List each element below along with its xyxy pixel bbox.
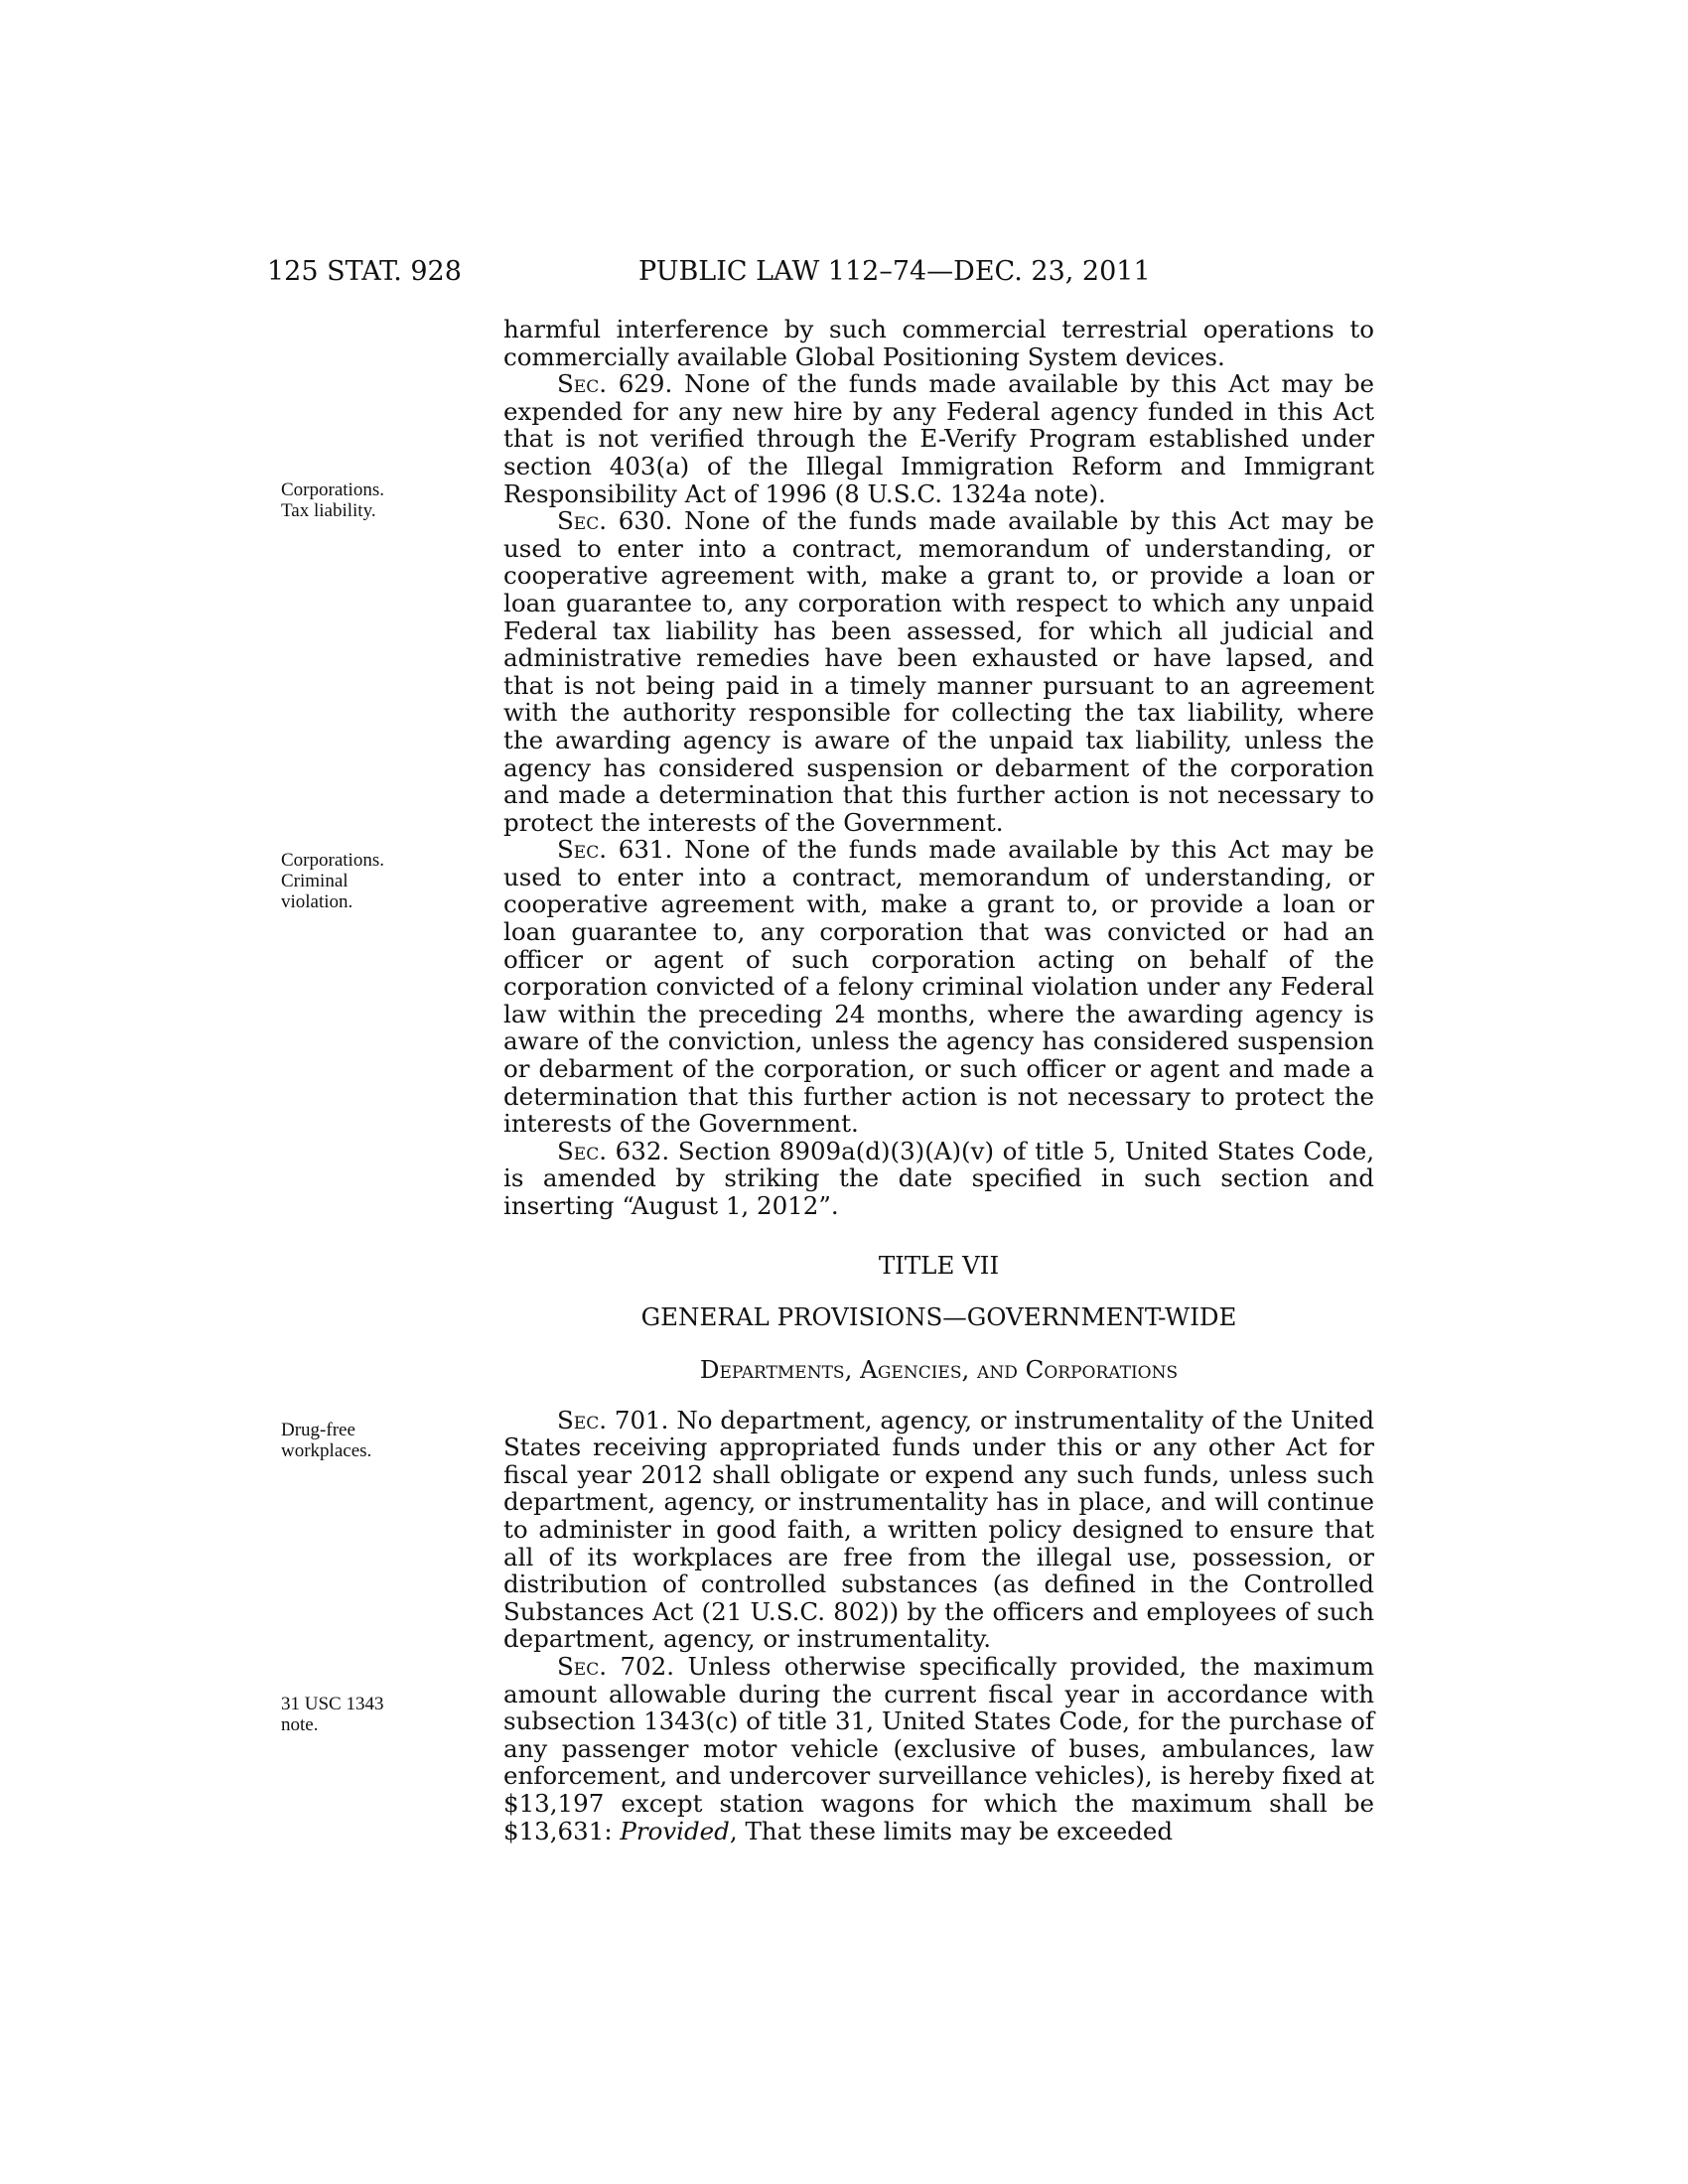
running-head xyxy=(0,252,1688,292)
section-702 xyxy=(503,1653,1374,1844)
margin-note-line: note. xyxy=(281,1714,319,1735)
margin-note-line: 31 USC 1343 xyxy=(281,1694,384,1714)
section-text-continued: , That these limits may be exceeded xyxy=(729,1816,1174,1845)
margin-note-corporations-tax xyxy=(281,479,440,521)
provided-italic: Provided xyxy=(620,1816,730,1845)
section-629 xyxy=(503,370,1374,507)
section-text: None of the funds made available by this Act may be used to enter into a contract, memorandum of understanding, or cooperative agreement with, make a grant to, or provide a loan or loan guarantee to, any corporation that was convicted or had an officer or agent of such corporation acting on behalf of the corporation convicted of a felony criminal violation under any Federal law within the preceding 24 months, where the awarding agency is aware of the conviction, unless the agency has considered suspension or debarment of the corporation, or such officer or agent and made a determination that this further action is not necessary to protect the interests of the Government. xyxy=(503,835,1374,1139)
body-text xyxy=(503,316,1374,1844)
section-632 xyxy=(503,1138,1374,1220)
title-subheading: GENERAL PROVISIONS—GOVERNMENT-WIDE xyxy=(640,1301,1237,1331)
margin-note-usc xyxy=(281,1694,440,1735)
section-text: No department, agency, or instrumentality of the United States receiving appropriated funds under this or any other Act for fiscal year 2012 shall obligate or expend any such funds, unless such department, agency, or instrumentality has in place, and will continue to administer in good faith, a written policy designed to ensure that all of its workplaces are free from the illegal use, possession, or distribution of controlled substances (as defined in the Controlled Substances Act (21 U.S.C. 802)) by the officers and employees of such department, agency, or instrumentality. xyxy=(503,1405,1375,1654)
law-title: PUBLIC LAW 112–74—DEC. 23, 2011 xyxy=(638,256,1151,287)
section-label: Sec. 631. xyxy=(557,835,673,865)
section-label: Sec. 701. xyxy=(557,1405,669,1434)
section-text: Unless otherwise specifically provided, the maximum amount allowable during the current fiscal year in accordance with subsection 1343(c) of title 31, United States Code, for the purchase of any passenger motor vehicle (exclusive of buses, ambulances, law enforcement, and undercover surveillance vehicles), is hereby fixed at $13,197 except station wagons for which the maximum shall be $13,631: xyxy=(503,1651,1375,1845)
margin-note-line: Criminal xyxy=(281,871,349,891)
section-label: Sec. 630. xyxy=(557,506,673,536)
section-text: Section 8909a(d)(3)(A)(v) of title 5, United States Code, is amended by striking the date specified in such section and inserting “August 1, 2012”. xyxy=(503,1136,1374,1220)
title-heading: TITLE VII xyxy=(878,1250,1000,1280)
section-label: Sec. 629. xyxy=(557,369,673,399)
margin-note-line: violation. xyxy=(281,891,353,912)
section-label: Sec. 702. xyxy=(557,1651,675,1681)
margin-note-drug-free xyxy=(281,1420,440,1461)
section-701 xyxy=(503,1407,1374,1653)
section-631 xyxy=(503,836,1374,1138)
margin-note-line: Tax liability. xyxy=(281,500,376,521)
section-text: None of the funds made available by this Act may be expended for any new hire by any Federal agency funded in this Act that is not verified through the E-Verify Program established under section 403(a) of the Illegal Immigration Reform and Immigrant Responsibility Act of 1996 (8 U.S.C. 1324a note). xyxy=(503,369,1374,508)
margin-note-line: Drug-free xyxy=(281,1420,355,1440)
section-text: None of the funds made available by this Act may be used to enter into a contract, memorandum of understanding, or cooperative agreement with, make a grant to, or provide a loan or loan guarantee to, any corporation with respect to which any unpaid Federal tax liability has been assessed, for which all judicial and administrative remedies have been exhausted or have lapsed, and that is not being paid in a timely manner pursuant to an agreement with the authority responsible for collecting the tax liability, where the awarding agency is aware of the unpaid tax liability, unless the agency has considered suspension or debarment of the corporation and made a determination that this further action is not necessary to protect the interests of the Government. xyxy=(503,506,1374,837)
section-label: Sec. 632. xyxy=(557,1136,670,1165)
stat-page-number: 125 STAT. 928 xyxy=(267,256,462,287)
margin-note-line: Corporations. xyxy=(281,479,384,500)
margin-note-corporations-criminal xyxy=(281,850,440,912)
margin-note-line: Corporations. xyxy=(281,850,384,871)
section-630 xyxy=(503,507,1374,836)
margin-note-line: workplaces. xyxy=(281,1440,372,1461)
part-heading: Departments, Agencies, and Corporations xyxy=(699,1354,1179,1384)
carryover-paragraph: harmful interference by such commercial terrestrial operations to commercially available Global Positioning System devices. xyxy=(503,315,1374,371)
